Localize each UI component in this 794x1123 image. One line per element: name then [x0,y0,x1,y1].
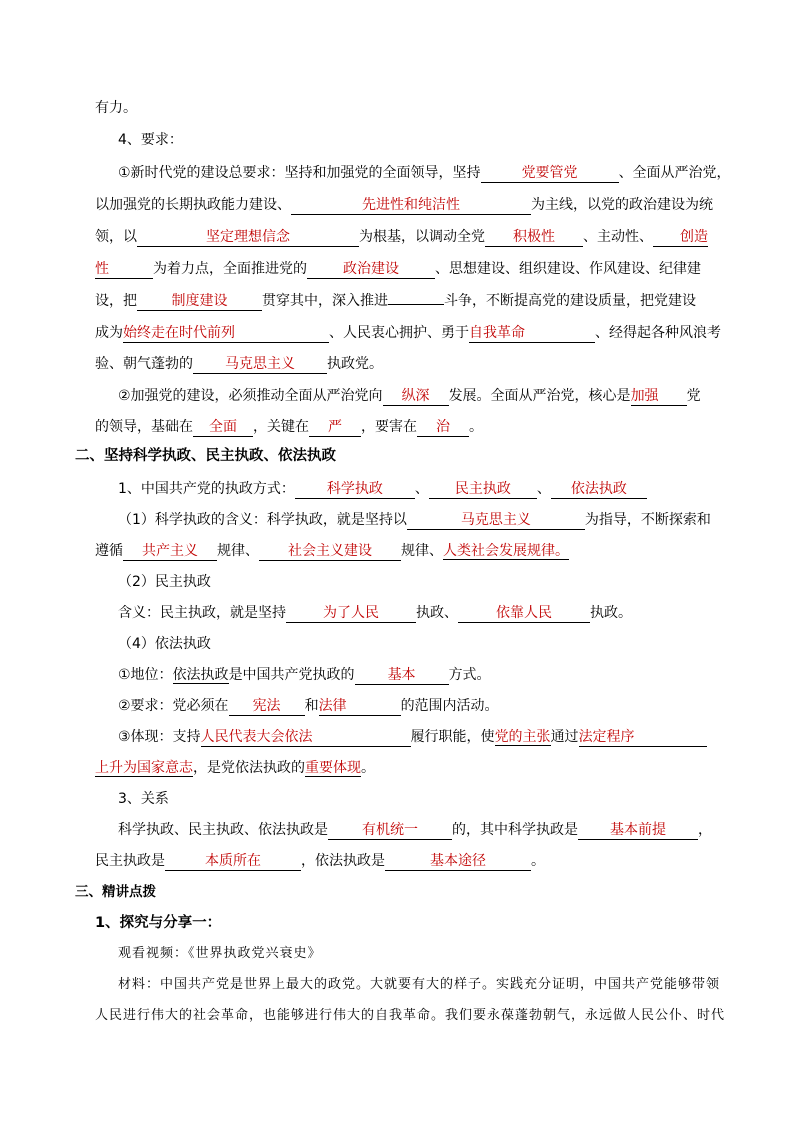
fill-blank: 宪法 [229,697,305,716]
text: 履行职能，使 [410,729,495,745]
text: 执政。 [590,605,632,621]
text: 有力。 [95,100,137,116]
text: 。 [361,760,375,776]
text: 的领导，基础在 [95,419,193,435]
fill-blank: 民主执政 [429,480,537,499]
text: 党 [686,388,701,404]
text: ，要害在 [361,419,417,435]
text: 、 [414,481,429,497]
underlined-text: 依法执政 [172,667,229,683]
text-line [95,758,735,778]
text: 1、中国共产党的执政方式： [118,481,295,497]
section-heading-3 [75,882,715,902]
text: 的范围内活动。 [400,698,499,714]
text: ，关键在 [253,419,309,435]
text-line [118,603,758,623]
fill-blank: 党的主张 [494,729,551,745]
text: 、经得起各种风浪考 [595,325,721,341]
fill-blank: 共产主义 [123,542,217,561]
text: 验、朝气蓬勃的 [95,356,193,372]
text: 成为 [95,325,123,341]
fill-blank: 性 [95,260,153,279]
text: 、 [536,481,551,497]
text: 含义：民主执政，就是坚持 [118,605,286,621]
text: 二、坚持科学执政、民主执政、依法执政 [75,448,336,464]
text: 科学执政、民主执政、依法执政是 [118,822,328,838]
text: （4）依法执政 [118,636,211,652]
text-line [95,323,735,343]
text-line [118,479,758,499]
fill-blank: 纵深 [383,387,449,406]
text: 观看视频：《世界执政党兴衰史》 [118,946,322,961]
text: 执政、 [416,605,458,621]
fill-blank: 治 [417,418,469,437]
text: 领，以 [95,229,137,245]
fill-blank: 基本途径 [385,852,531,871]
text: ③体现：支持 [118,729,201,745]
fill-blank: 坚定理想信念 [137,228,359,247]
text: 1、探究与分享一： [95,915,222,931]
text: 4、要求： [118,132,183,148]
fill-blank [388,304,444,305]
fill-blank: 全面 [193,418,253,437]
text-line [95,227,735,247]
text-line [95,541,735,561]
fill-blank: 基本 [355,666,449,685]
fill-blank: 自我革命 [469,324,595,343]
text: ， [698,822,712,838]
text: 规律、 [217,543,259,559]
text: 。 [469,419,483,435]
text: 材料：中国共产党是世界上最大的政党。大就要有大的样子。实践充分证明，中国共产党能够带领 [118,977,721,992]
text-line [95,1006,735,1026]
fill-blank: 本质所在 [165,852,301,871]
text-line [118,696,758,716]
fill-blank: 马克思主义 [193,355,327,374]
text: ①新时代党的建设总要求：坚持和加强党的全面领导，坚持 [118,165,481,181]
text: 的，其中科学执政是 [452,822,578,838]
fill-blank: 党要管党 [481,164,619,183]
text: 人民进行伟大的社会革命，也能够进行伟大的自我革命。我们要永葆蓬勃朝气，永远做人民公仆、时代 [95,1008,726,1023]
text: 3、关系 [118,791,169,807]
text-line [118,820,758,840]
text: 、思想建设、组织建设、作风建设、纪律建 [435,261,701,277]
text-line [95,354,735,374]
text-line [95,98,735,118]
text: 斗争，不断提高党的建设质量，把党建设 [444,293,696,309]
fill-blank: 为了人民 [286,604,416,623]
fill-blank: 法定程序 [579,728,707,747]
fill-blank: 制度建设 [137,292,262,311]
heading-requirements [118,130,758,150]
text-line [118,163,758,183]
text-line [118,510,758,530]
fill-blank: 依法执政 [551,480,647,499]
text: 是中国共产党执政的 [228,667,355,683]
explore-heading [95,913,735,933]
fill-blank: 加强 [631,387,687,406]
text: 执政党。 [327,356,383,372]
text-line [118,665,758,685]
fill-blank: 人类社会发展规律。 [443,543,569,559]
text: 民主执政是 [95,853,165,869]
fill-blank: 严 [309,418,361,437]
fill-blank: 上升为国家意志 [95,760,193,776]
text: ②加强党的建设，必须推动全面从严治党向 [118,388,383,404]
text-line [118,975,758,995]
subheading-lawful [118,634,758,654]
fill-blank: 人民代表大会依法 [201,728,411,747]
text: 设，把 [95,293,137,309]
fill-blank: 先进性和纯洁性 [291,196,531,215]
text: 发展。全面从严治党，核心是 [448,388,631,404]
text: 为根基，以调动全党 [359,229,485,245]
text: 以加强党的长期执政能力建设、 [95,197,291,213]
text-line [95,417,735,437]
text: ①地位： [118,667,173,683]
text: 为着力点，全面推进党的 [153,261,307,277]
fill-blank: 积极性 [485,228,583,247]
text: 、人民衷心拥护、勇于 [329,325,469,341]
fill-blank: 创造 [653,228,708,247]
text: 为指导，不断探索和 [584,512,711,528]
text: 方式。 [448,667,491,683]
fill-blank: 始终走在时代前列 [123,324,329,343]
text-line [118,944,758,964]
text-line [118,386,758,406]
text-line [95,851,735,871]
text: 、全面从严治党， [618,165,731,181]
fill-blank: 社会主义建设 [259,542,401,561]
fill-blank: 马克思主义 [407,511,585,530]
fill-blank: 有机统一 [328,821,452,840]
subheading-democratic [118,572,758,592]
text: 通过 [550,729,579,745]
text: ，依法执政是 [301,853,385,869]
text: ，是党依法执政的 [193,760,305,776]
text: 贯穿其中，深入推进 [262,293,388,309]
text-line [95,195,735,215]
fill-blank: 重要体现 [305,760,361,776]
fill-blank: 政治建设 [307,260,435,279]
text: 三、精讲点拨 [75,884,156,900]
text: 和 [304,698,319,714]
text: 规律、 [401,543,443,559]
text: 、主动性、 [583,229,653,245]
text: （2）民主执政 [118,574,211,590]
text-line [95,259,735,279]
text: ②要求：党必须在 [118,698,229,714]
fill-blank: 基本前提 [578,821,698,840]
text: （1）科学执政的含义：科学执政，就是坚持以 [118,512,407,528]
text: 为主线，以党的政治建设为统 [531,197,713,213]
subheading-relation [118,789,758,809]
section-heading-2 [75,446,715,466]
fill-blank: 依靠人民 [458,604,590,623]
text: 遵循 [95,543,123,559]
text: 。 [531,853,545,869]
text-line [118,727,758,747]
fill-blank: 科学执政 [295,480,415,499]
text-line [95,291,735,311]
fill-blank: 法律 [319,697,401,716]
